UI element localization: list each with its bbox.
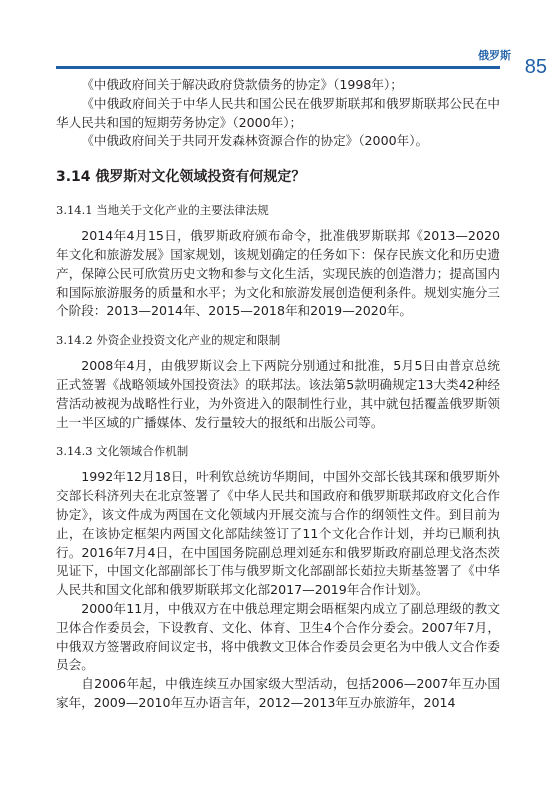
paragraph: 1992年12月18日，叶利钦总统访华期间，中国外交部长钱其琛和俄罗斯外交部长科济列夫在北京签署了《中华人民共和国政府和俄罗斯联邦政府文化合作协定》，该文件成为两国在文化领域内开展交流与合作的纲领性文件。到目前为止，在该协定框架内两国文化部陆续签订了11个文化合作计划，并均已顺利执行。2016年7月4日，在中国国务院副总理刘延东和俄罗斯政府副总理戈洛杰茨见证下，中国文化部副部长丁伟与俄罗斯文化部副部长茹拉夫斯基签署了《中华人民共和国文化部和俄罗斯联邦文化部2017—2019年合作计划》。 xyxy=(56,469,500,598)
paragraph: 自2006年起，中俄连续互办国家级大型活动，包括2006—2007年互办国家年，2009—2010年互办语言年，2012—2013年互办旅游年，2014 xyxy=(56,676,500,710)
page-body xyxy=(56,76,500,713)
intro-line-2: 《中俄政府间关于中华人民共和国公民在俄罗斯联邦和俄罗斯联邦公民在中华人民共和国的短期劳务协定》（2000年）； xyxy=(56,95,500,130)
running-header: 俄罗斯 xyxy=(478,49,511,62)
subsection-title-1: 3.14.1 当地关于文化产业的主要法律法规 xyxy=(56,203,269,218)
section-title: 3.14 俄罗斯对文化领域投资有何规定？ xyxy=(56,169,306,186)
paragraph: 2014年4月15日，俄罗斯政府颁布命令，批准俄罗斯联邦《2013—2020年文化和旅游发展》国家规划，该规划确定的任务如下：保存民族文化和历史遗产，保障公民可欣赏历史文物和参与文化生活，实现民族的创造潜力；提高国内和国际旅游服务的质量和水平；为文化和旅游发展创造便利条件。规划实施分三个阶段：2013—2014年、2015—2018年和2019—2020年。 xyxy=(56,228,500,319)
page-number: 85 xyxy=(524,56,547,78)
intro-line-3: 《中俄政府间关于共同开发森林资源合作的协定》（2000年）。 xyxy=(81,133,429,149)
subsection-title-3: 3.14.3 文化领域合作机制 xyxy=(56,444,189,459)
paragraph: 2000年11月，中俄双方在中俄总理定期会晤框架内成立了副总理级的教文卫体合作委员会，下设教育、文化、体育、卫生4个合作分委会。2007年7月，中俄双方签署政府间议定书，将中俄教文卫体合作委员会更名为中俄人文合作委员会。 xyxy=(56,600,500,673)
header-rule xyxy=(56,66,500,69)
intro-line-1: 《中俄政府间关于解决政府贷款债务的协定》（1998年）； xyxy=(81,77,403,92)
paragraph: 2008年4月，由俄罗斯议会上下两院分别通过和批准，5月5日由普京总统正式签署《战略领域外国投资法》的联邦法。该法第5款明确规定13大类42种经营活动被视为战略性行业，为外资进入的限制性行业，其中就包括覆盖俄罗斯领土一半区域的广播媒体、发行量较大的报纸和出版公司等。 xyxy=(56,358,500,430)
subsection-title-2: 3.14.2 外资企业投资文化产业的规定和限制 xyxy=(56,333,281,348)
